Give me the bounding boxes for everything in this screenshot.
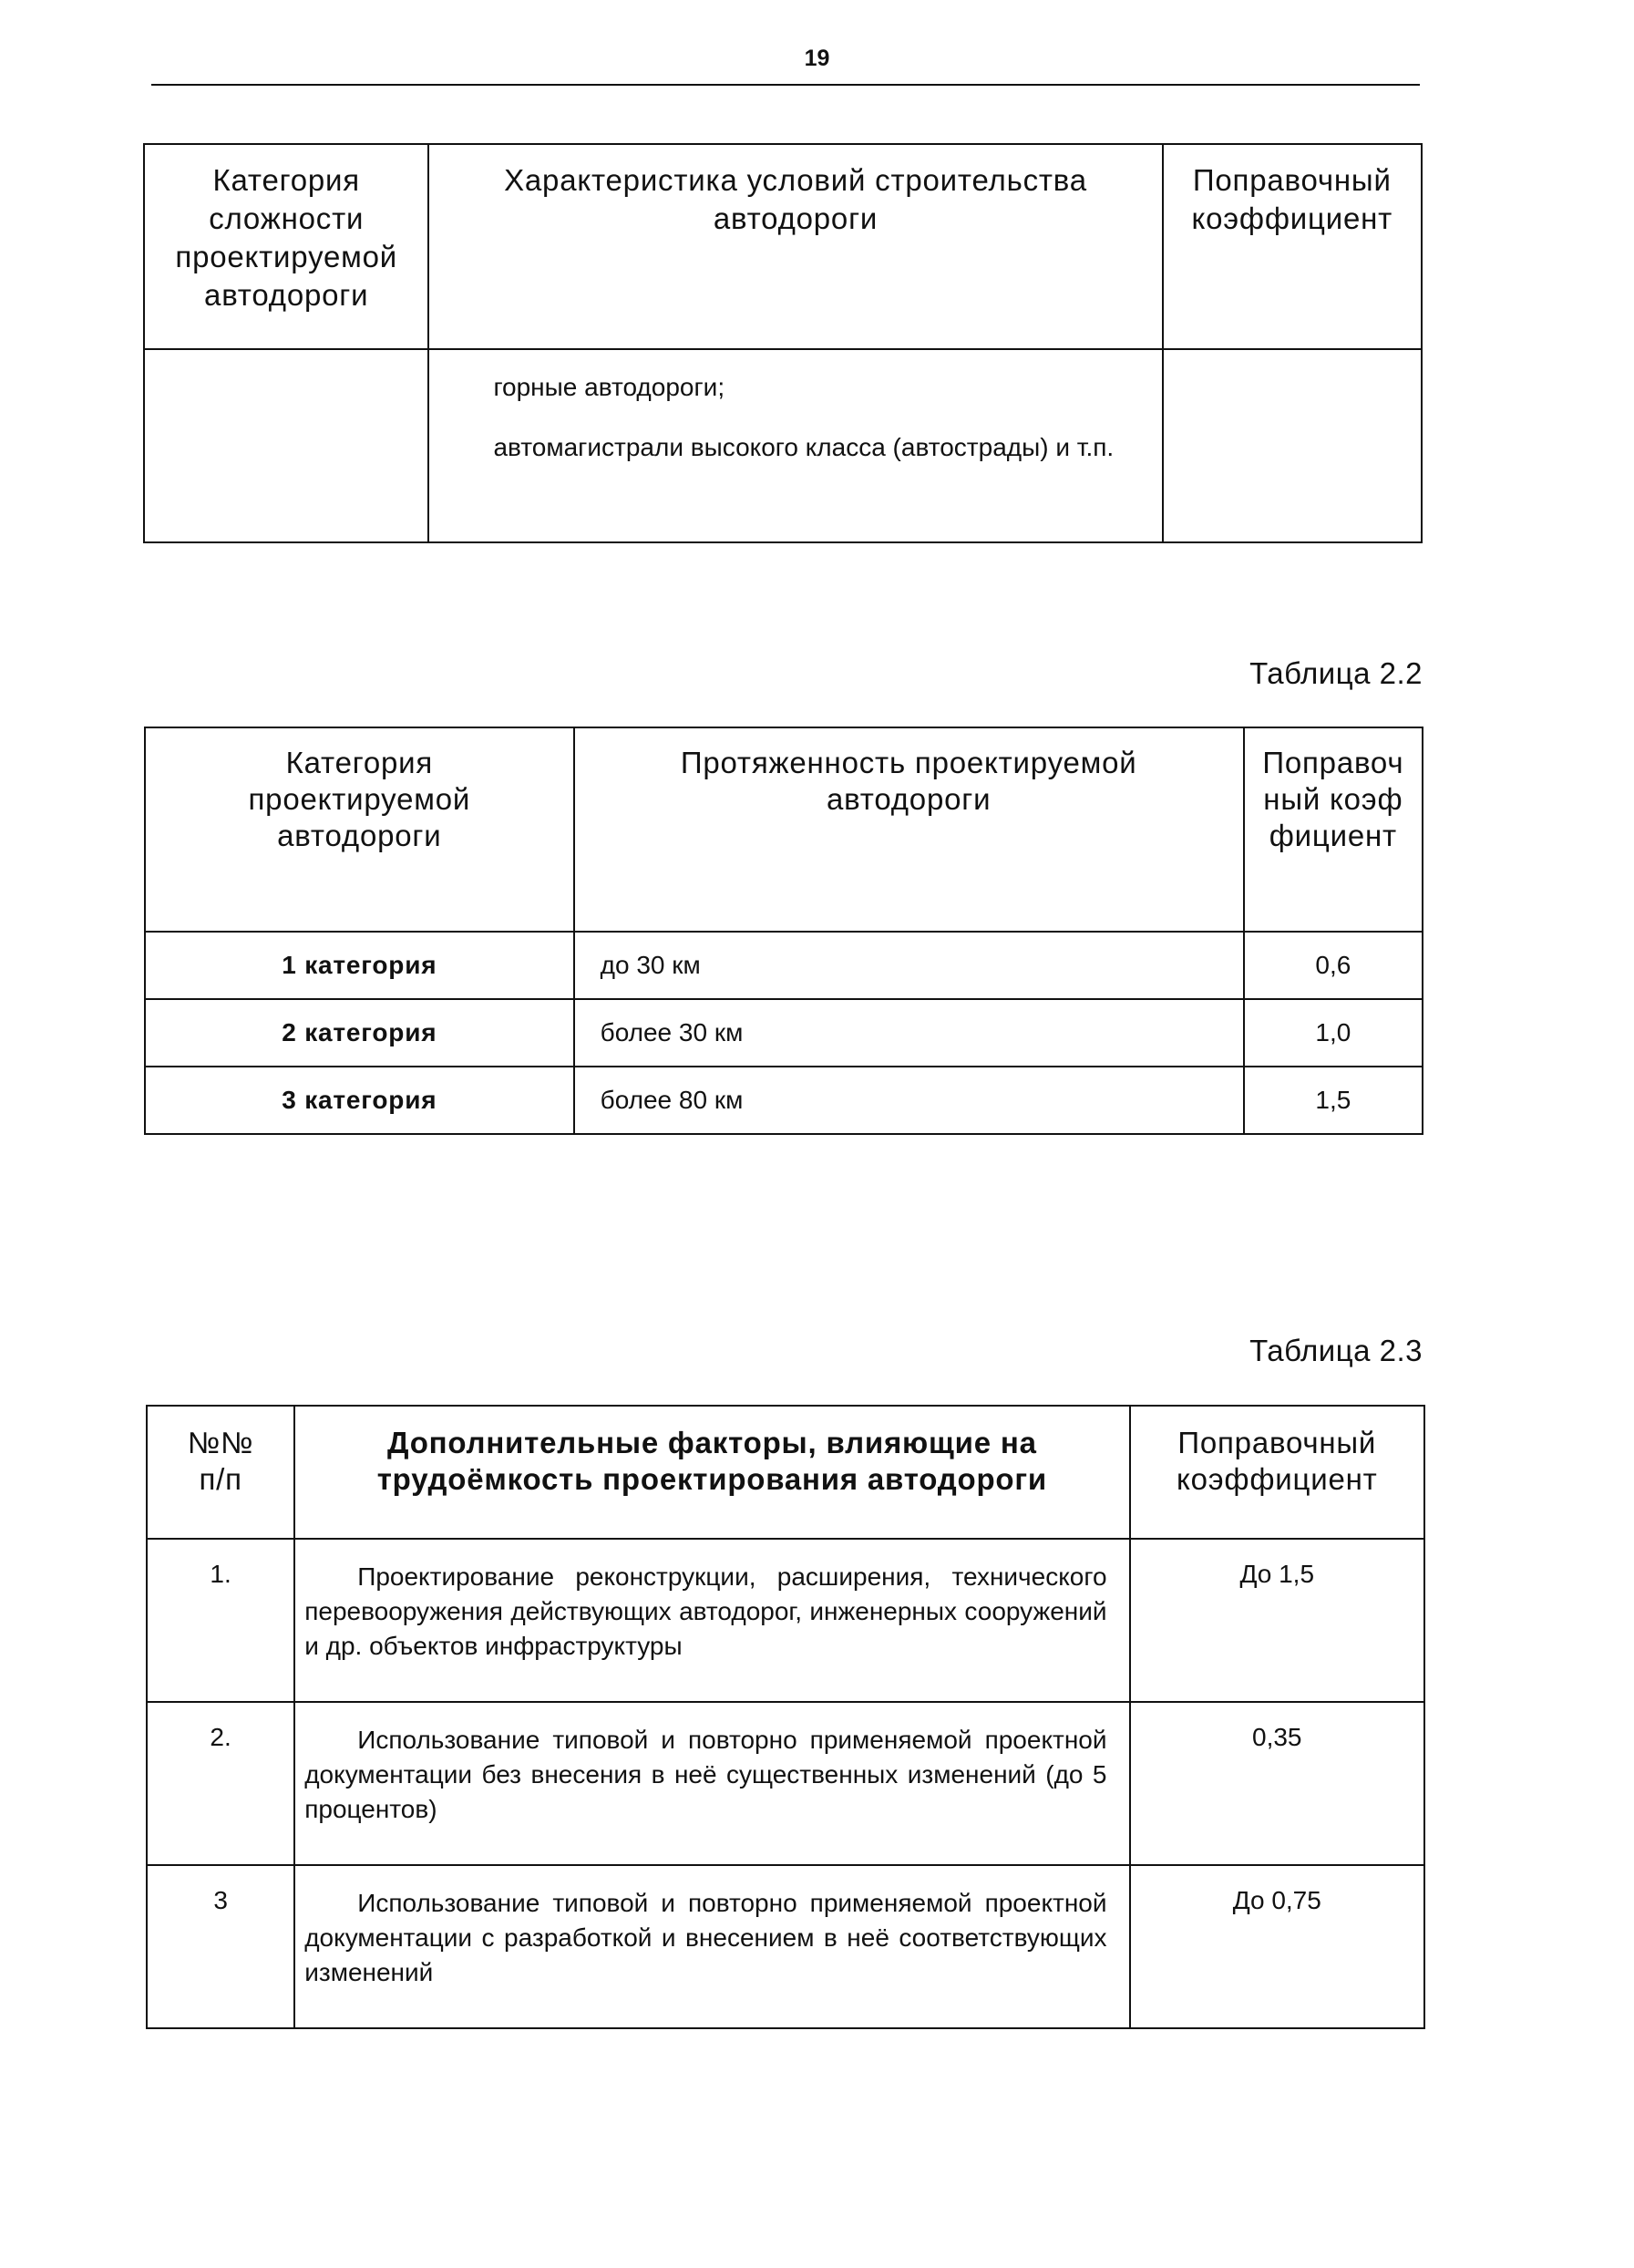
header-road-length: Протяженность проектируемой автодороги	[574, 727, 1244, 932]
cell-coefficient	[1163, 349, 1422, 542]
cell-category: 2 категория	[145, 999, 574, 1067]
page-number: 19	[804, 46, 830, 71]
header-construction-conditions: Характеристика условий строительства автодороги	[428, 144, 1162, 349]
factor-text: Использование типовой и повторно применяемой проектной документации без внесения в неё существенных изменений (до 5 процентов)	[304, 1726, 1107, 1823]
cell-factor	[294, 1539, 1129, 1702]
table-header-row	[147, 1406, 1424, 1539]
cell-coefficient: 0,35	[1130, 1702, 1424, 1865]
cell-category: 3 категория	[145, 1067, 574, 1134]
header-correction-coefficient: Поправочный коэффициент	[1130, 1406, 1424, 1539]
header-rule	[151, 84, 1420, 86]
cell-item-number: 1.	[147, 1539, 294, 1702]
factor-text: Проектирование реконструкции, расширения, технического перевооружения действующих автодорог, инженерных сооружений и др. объектов инфраструктуры	[304, 1562, 1107, 1660]
cell-conditions	[428, 349, 1162, 542]
table-row	[145, 1067, 1423, 1134]
table-header-row	[144, 144, 1422, 349]
header-correction-coefficient: Поправочный коэффициент	[1163, 144, 1422, 349]
cell-item-number: 3	[147, 1865, 294, 2028]
table-additional-factors	[146, 1405, 1425, 2029]
cell-item-number: 2.	[147, 1702, 294, 1865]
table-road-length	[144, 727, 1423, 1135]
cell-coefficient: 1,0	[1244, 999, 1423, 1067]
cell-coefficient: До 0,75	[1130, 1865, 1424, 2028]
cell-category	[144, 349, 428, 542]
header-road-category: Категория проектируемой автодороги	[145, 727, 574, 932]
header-additional-factors: Дополнительные факторы, влияющие на трудоёмкость проектирования автодороги	[294, 1406, 1129, 1539]
table-construction-conditions	[143, 143, 1423, 543]
cell-length: до 30 км	[574, 932, 1244, 999]
table-row	[144, 349, 1422, 542]
condition-item: горные автодороги;	[493, 373, 725, 401]
table-header-row	[145, 727, 1423, 932]
factor-text: Использование типовой и повторно применяемой проектной документации с разработкой и внесением в неё соответствующих изменений	[304, 1889, 1107, 1986]
header-item-number: №№ п/п	[147, 1406, 294, 1539]
condition-item: автомагистрали высокого класса (автострады) и т.п.	[493, 433, 1115, 461]
table-row	[147, 1865, 1424, 2028]
table-row	[145, 932, 1423, 999]
cell-length: более 80 км	[574, 1067, 1244, 1134]
header-correction-coefficient: Поправочный коэффициент	[1244, 727, 1423, 932]
cell-factor	[294, 1702, 1129, 1865]
cell-factor	[294, 1865, 1129, 2028]
cell-coefficient: До 1,5	[1130, 1539, 1424, 1702]
cell-coefficient: 0,6	[1244, 932, 1423, 999]
table-row	[147, 1702, 1424, 1865]
table-row	[147, 1539, 1424, 1702]
cell-length: более 30 км	[574, 999, 1244, 1067]
header-complexity-category: Категория сложности проектируемой автодороги	[144, 144, 428, 349]
cell-category: 1 категория	[145, 932, 574, 999]
table-caption: Таблица 2.3	[1249, 1334, 1423, 1367]
table-row	[145, 999, 1423, 1067]
table-caption: Таблица 2.2	[1249, 656, 1423, 690]
cell-coefficient: 1,5	[1244, 1067, 1423, 1134]
